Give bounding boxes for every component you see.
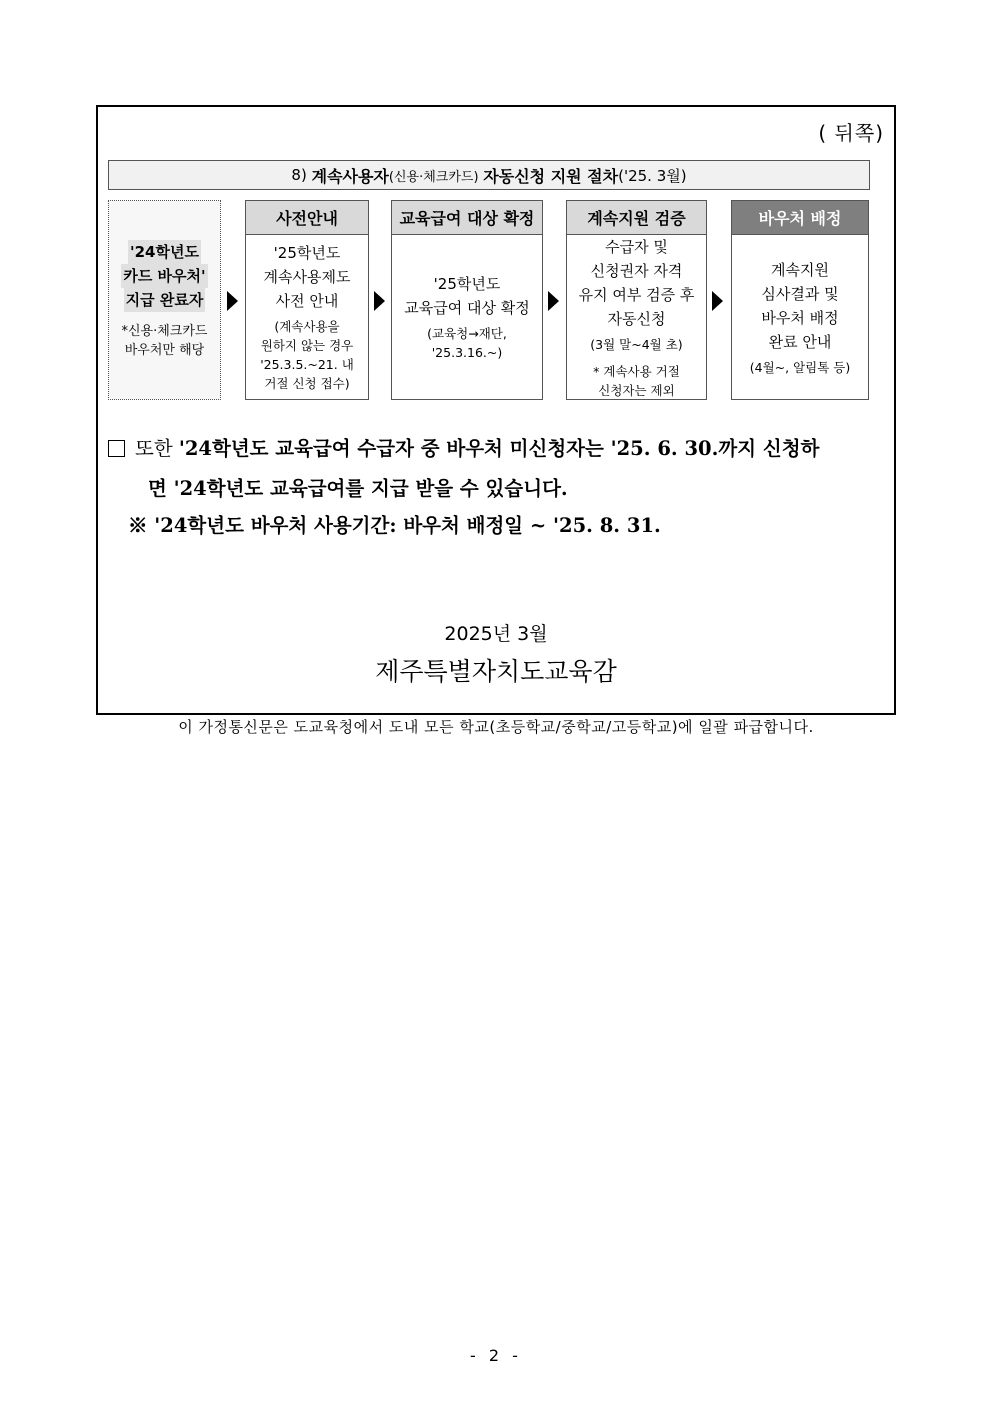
section-title-main2: 자동신청 지원 절차 (483, 166, 619, 186)
eligible-line3: 지급 완료자 (124, 288, 206, 312)
step-head: 교육급여 대상 확정 (391, 200, 543, 234)
section-title-main: 계속사용자 (311, 166, 389, 186)
paragraph-lead: 또한 (135, 437, 173, 460)
step-line: 자동신청 (607, 309, 666, 328)
flow-step-pre-notice (245, 200, 369, 400)
flow-arrow-icon (548, 291, 559, 311)
issue-date: 2025년 3월 (444, 623, 548, 645)
section-title (108, 160, 870, 190)
notice-paragraph (108, 429, 888, 509)
step-line: 완료 안내 (768, 332, 832, 351)
section-title-sub: (신용·체크카드) (388, 169, 479, 185)
eligible-line1: '24학년도 (128, 240, 201, 264)
page-number: - 2 - (470, 1346, 522, 1365)
flow-step-verify (566, 200, 707, 400)
distribution-note: 이 가정통신문은 도교육청에서 도내 모든 학교(초등학교/중학교/고등학교)에 일괄 파급합니다. (178, 718, 814, 736)
eligible-note2: 바우처만 해당 (124, 343, 205, 358)
flow-step-confirm (391, 200, 543, 400)
eligible-note1: *신용·체크카드 (121, 324, 208, 339)
step-line: 교육급여 대상 확정 (404, 299, 530, 317)
step-line: 신청권자 자격 (590, 261, 683, 280)
step-line: '25학년도 (433, 275, 501, 293)
step-head: 바우처 배정 (731, 200, 869, 234)
flow-arrow-icon (227, 291, 238, 311)
step-note: (3월 말~4월 초) (590, 336, 683, 352)
section-number: 8) (291, 166, 307, 184)
paragraph-line1: '24학년도 교육급여 수급자 중 바우처 미신청자는 '25. 6. 30.까지 신청하 (178, 437, 820, 460)
flow-step-eligible (108, 200, 221, 400)
notice-frame (96, 105, 896, 715)
step-head: 계속지원 검증 (566, 200, 707, 234)
flow-arrow-icon (374, 291, 385, 311)
issuer: 제주특별자치도교육감 (375, 657, 617, 686)
step-line: '25학년도 (273, 244, 341, 262)
eligible-line2: 카드 바우처' (121, 264, 207, 288)
step-note: (4월~, 알림톡 등) (749, 359, 851, 375)
step-line: 계속지원 (771, 260, 829, 279)
flow-step-assign (731, 200, 869, 400)
step-line: 심사결과 및 (761, 284, 839, 303)
step-note: '25.3.16.~) (431, 345, 503, 360)
back-side-label: ( 뒤쪽) (818, 121, 884, 145)
step-note: '25.3.5.~21. 내 (260, 357, 354, 372)
usage-period-note: ※ '24학년도 바우처 사용기간: 바우처 배정일 ~ '25. 8. 31. (128, 514, 661, 537)
step-note: * 계속사용 거절 (593, 363, 680, 379)
step-note: 원하지 않는 경우 (260, 338, 354, 353)
step-line: 유지 여부 검증 후 (578, 285, 695, 304)
step-note: (계속사용을 (274, 319, 340, 334)
step-line: 계속사용제도 (263, 268, 351, 286)
section-title-date: ('25. 3월) (618, 166, 687, 185)
step-head: 사전안내 (245, 200, 369, 234)
paragraph-line2: 면 '24학년도 교육급여를 지급 받을 수 있습니다. (148, 477, 568, 500)
step-note: 신청자는 제외 (598, 382, 675, 398)
step-line: 사전 안내 (275, 292, 339, 310)
step-note: 거절 신청 접수) (264, 376, 350, 391)
step-line: 바우처 배정 (761, 308, 839, 327)
flow-arrow-icon (712, 291, 723, 311)
step-note: (교육청→재단, (427, 326, 507, 341)
checkbox-square-icon (108, 440, 125, 457)
step-line: 수급자 및 (605, 237, 668, 256)
